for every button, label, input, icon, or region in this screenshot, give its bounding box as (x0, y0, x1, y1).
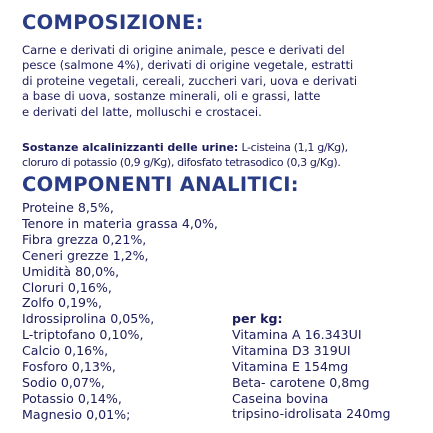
analytic-item: Sodio 0,07%, (22, 374, 105, 390)
composition-line: e derivati del latte, molluschi e crostacei. (22, 104, 262, 119)
analytic-item: Magnesio 0,01%; (22, 406, 131, 422)
analytic-item: L-triptofano 0,10%, (22, 327, 144, 343)
per-kg-item: Vitamina E 154mg (232, 358, 349, 374)
analytics-list (22, 200, 218, 423)
per-kg-item: Beta- carotene 0,8mg (232, 374, 370, 390)
analytic-item: Umidità 80,0%, (22, 263, 120, 279)
analytic-item: Calcio 0,16%, (22, 343, 109, 359)
composition-line: pesce (salmone 4%), derivati di origine vegetale, estratti (22, 58, 354, 73)
per-kg-label: per kg: (232, 311, 283, 326)
analytic-item: Potassio 0,14%, (22, 390, 122, 406)
analytic-item: Cloruri 0,16%, (22, 279, 112, 295)
urine-value: L-cisteina (1,1 g/Kg), (238, 141, 348, 154)
composition-heading: COMPOSIZIONE: (22, 11, 204, 34)
analytic-item: Ceneri grezze 1,2%, (22, 247, 149, 263)
per-kg-item: Vitamina D3 319UI (232, 342, 351, 358)
analytic-item: Zolfo 0,19%, (22, 295, 102, 311)
per-kg-item: Caseina bovina (232, 390, 329, 406)
composition-text (22, 43, 422, 120)
analytics-heading: COMPONENTI ANALITICI: (22, 173, 299, 196)
analytic-item: Proteine 8,5%, (22, 200, 114, 215)
per-kg-list (232, 311, 390, 422)
analytic-item: Fosforo 0,13%, (22, 359, 116, 375)
composition-line: Carne e derivati di origine animale, pesce e derivati del (22, 43, 345, 57)
analytic-item: Idrossiprolina 0,05%, (22, 311, 155, 327)
analytic-item: Tenore in materia grassa 4,0%, (22, 215, 218, 231)
composition-line: di proteine vegetali, cereali, zuccheri vari, uova e derivati (22, 73, 358, 88)
urine-value-line: cloruro di potassio (0,9 g/Kg), difosfato tetrasodico (0,3 g/Kg). (22, 156, 341, 170)
urine-label: Sostanze alcalinizzanti delle urine: (22, 141, 239, 154)
analytic-item: Fibra grezza 0,21%, (22, 231, 147, 247)
per-kg-item: Vitamina A 16.343UI (232, 326, 362, 342)
per-kg-item: tripsino-idrolisata 240mg (232, 406, 391, 422)
composition-line: a base di uova, sostanze minerali, oli e grassi, latte (22, 89, 321, 104)
urine-alkalinizers (22, 140, 432, 171)
